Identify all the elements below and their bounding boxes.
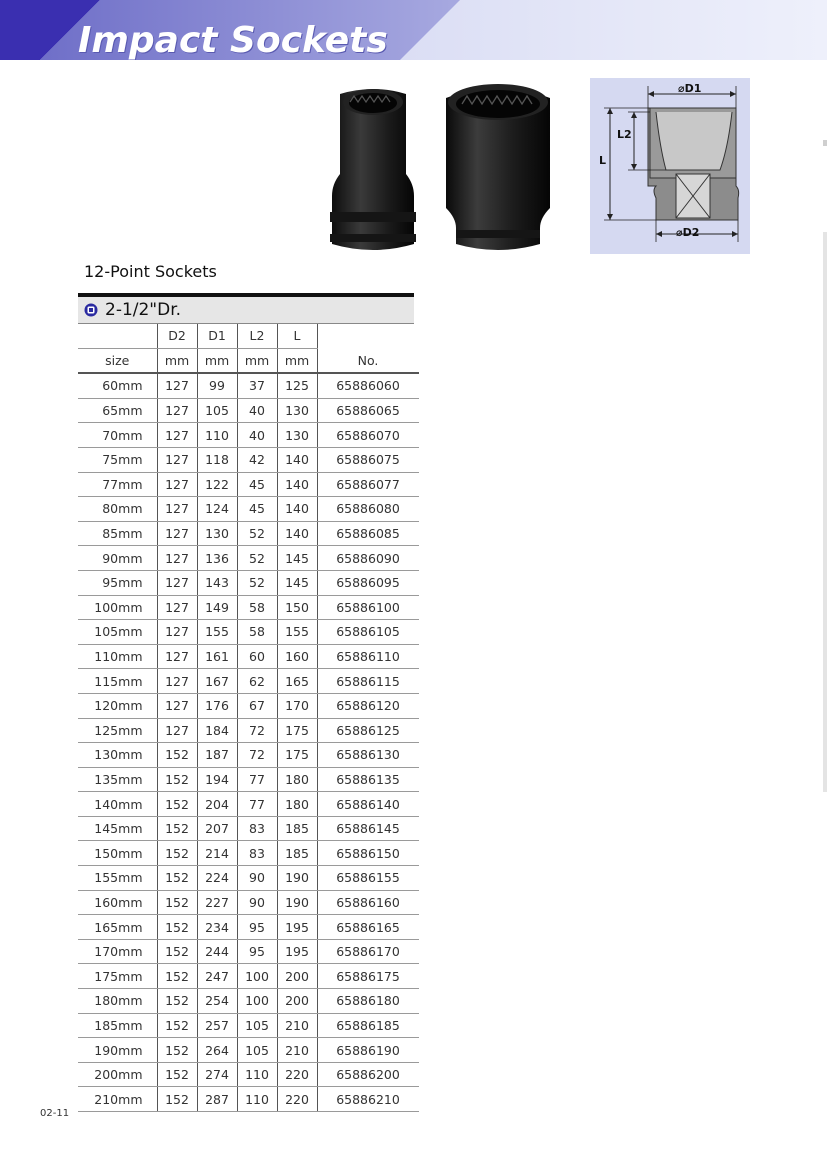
d2-cell: 127 xyxy=(157,644,197,669)
table-row xyxy=(78,497,419,522)
d1-cell: 244 xyxy=(197,939,237,964)
header-cell-l2: L2 xyxy=(237,324,277,348)
table-row xyxy=(78,373,419,398)
d2-cell: 127 xyxy=(157,546,197,571)
size-cell: 165mm xyxy=(78,915,157,940)
l-cell: 220 xyxy=(277,1087,317,1112)
d1-cell: 143 xyxy=(197,570,237,595)
l-cell: 190 xyxy=(277,890,317,915)
l-cell: 125 xyxy=(277,373,317,398)
part-number-cell: 65886145 xyxy=(317,816,419,841)
size-cell: 90mm xyxy=(78,546,157,571)
table-row xyxy=(78,423,419,448)
d2-cell: 127 xyxy=(157,669,197,694)
l-cell: 170 xyxy=(277,693,317,718)
size-cell: 190mm xyxy=(78,1038,157,1063)
d1-cell: 155 xyxy=(197,620,237,645)
d1-cell: 118 xyxy=(197,447,237,472)
part-number-cell: 65886170 xyxy=(317,939,419,964)
part-number-cell: 65886120 xyxy=(317,693,419,718)
square-drive-icon xyxy=(84,303,98,317)
table-row xyxy=(78,915,419,940)
part-number-cell: 65886075 xyxy=(317,447,419,472)
d1-cell: 207 xyxy=(197,816,237,841)
table-row xyxy=(78,890,419,915)
d1-cell: 264 xyxy=(197,1038,237,1063)
d2-cell: 152 xyxy=(157,915,197,940)
d1-cell: 110 xyxy=(197,423,237,448)
table-row xyxy=(78,841,419,866)
d1-cell: 247 xyxy=(197,964,237,989)
part-number-cell: 65886135 xyxy=(317,767,419,792)
size-cell: 65mm xyxy=(78,398,157,423)
d1-cell: 176 xyxy=(197,693,237,718)
d2-cell: 127 xyxy=(157,472,197,497)
part-number-cell: 65886100 xyxy=(317,595,419,620)
diagram-label-l: L xyxy=(599,154,607,167)
d2-cell: 152 xyxy=(157,816,197,841)
l2-cell: 40 xyxy=(237,423,277,448)
d1-cell: 234 xyxy=(197,915,237,940)
part-number-cell: 65886150 xyxy=(317,841,419,866)
part-number-cell: 65886185 xyxy=(317,1013,419,1038)
page-number: 02-11 xyxy=(40,1108,70,1119)
d2-cell: 152 xyxy=(157,743,197,768)
header-banner xyxy=(0,0,827,60)
table-row xyxy=(78,964,419,989)
d1-cell: 167 xyxy=(197,669,237,694)
l2-cell: 72 xyxy=(237,718,277,743)
l-cell: 210 xyxy=(277,1038,317,1063)
d1-cell: 122 xyxy=(197,472,237,497)
d2-cell: 127 xyxy=(157,447,197,472)
table-row xyxy=(78,472,419,497)
l-cell: 145 xyxy=(277,570,317,595)
l-cell: 130 xyxy=(277,398,317,423)
table-row xyxy=(78,1013,419,1038)
l2-cell: 77 xyxy=(237,792,277,817)
l-cell: 180 xyxy=(277,792,317,817)
d1-cell: 136 xyxy=(197,546,237,571)
size-cell: 145mm xyxy=(78,816,157,841)
d2-cell: 152 xyxy=(157,1038,197,1063)
l2-cell: 105 xyxy=(237,1038,277,1063)
spec-table xyxy=(78,324,419,1112)
header-cell-l: L xyxy=(277,324,317,348)
header-cell-d1: D1 xyxy=(197,324,237,348)
part-number-cell: 65886080 xyxy=(317,497,419,522)
drive-size-label: 2-1/2"Dr. xyxy=(105,300,182,320)
l2-cell: 52 xyxy=(237,521,277,546)
d1-cell: 149 xyxy=(197,595,237,620)
part-number-cell: 65886065 xyxy=(317,398,419,423)
d1-cell: 257 xyxy=(197,1013,237,1038)
part-number-cell: 65886200 xyxy=(317,1062,419,1087)
table-row xyxy=(78,693,419,718)
part-number-cell: 65886175 xyxy=(317,964,419,989)
size-cell: 155mm xyxy=(78,866,157,891)
l2-cell: 100 xyxy=(237,989,277,1014)
d1-cell: 187 xyxy=(197,743,237,768)
socket-photo-small xyxy=(326,84,420,254)
d2-cell: 152 xyxy=(157,1062,197,1087)
d1-cell: 105 xyxy=(197,398,237,423)
table-row xyxy=(78,767,419,792)
edge-mark xyxy=(823,140,827,146)
l-cell: 165 xyxy=(277,669,317,694)
l-cell: 150 xyxy=(277,595,317,620)
size-cell: 140mm xyxy=(78,792,157,817)
l-cell: 140 xyxy=(277,521,317,546)
d2-cell: 127 xyxy=(157,521,197,546)
l-cell: 195 xyxy=(277,915,317,940)
table-row xyxy=(78,669,419,694)
d2-cell: 127 xyxy=(157,595,197,620)
section-title: 12-Point Sockets xyxy=(84,262,217,281)
l2-cell: 45 xyxy=(237,497,277,522)
l2-cell: 42 xyxy=(237,447,277,472)
diagram-label-d1: ⌀D1 xyxy=(678,82,702,95)
d1-cell: 194 xyxy=(197,767,237,792)
size-cell: 125mm xyxy=(78,718,157,743)
size-cell: 80mm xyxy=(78,497,157,522)
diagram-label-l2: L2 xyxy=(617,128,632,141)
l-cell: 155 xyxy=(277,620,317,645)
l-cell: 140 xyxy=(277,447,317,472)
size-cell: 175mm xyxy=(78,964,157,989)
l2-cell: 95 xyxy=(237,939,277,964)
table-row xyxy=(78,1038,419,1063)
unit-cell: mm xyxy=(197,348,237,373)
part-number-cell: 65886085 xyxy=(317,521,419,546)
size-cell: 200mm xyxy=(78,1062,157,1087)
l2-cell: 60 xyxy=(237,644,277,669)
d2-cell: 152 xyxy=(157,1087,197,1112)
part-number-cell: 65886095 xyxy=(317,570,419,595)
l2-cell: 72 xyxy=(237,743,277,768)
d2-cell: 127 xyxy=(157,570,197,595)
l-cell: 140 xyxy=(277,497,317,522)
l-cell: 180 xyxy=(277,767,317,792)
size-cell: 170mm xyxy=(78,939,157,964)
l-cell: 220 xyxy=(277,1062,317,1087)
d2-cell: 127 xyxy=(157,620,197,645)
d2-cell: 152 xyxy=(157,964,197,989)
unit-cell: mm xyxy=(237,348,277,373)
part-number-cell: 65886060 xyxy=(317,373,419,398)
size-cell: 115mm xyxy=(78,669,157,694)
l-cell: 210 xyxy=(277,1013,317,1038)
l-cell: 140 xyxy=(277,472,317,497)
socket-dimension-diagram xyxy=(590,78,750,254)
table-row xyxy=(78,1062,419,1087)
unit-cell: mm xyxy=(157,348,197,373)
table-row xyxy=(78,816,419,841)
l2-cell: 40 xyxy=(237,398,277,423)
size-cell: 160mm xyxy=(78,890,157,915)
l-cell: 175 xyxy=(277,718,317,743)
size-cell: 180mm xyxy=(78,989,157,1014)
l2-cell: 45 xyxy=(237,472,277,497)
size-cell: 185mm xyxy=(78,1013,157,1038)
l2-cell: 52 xyxy=(237,570,277,595)
d1-cell: 99 xyxy=(197,373,237,398)
l2-cell: 105 xyxy=(237,1013,277,1038)
d2-cell: 152 xyxy=(157,866,197,891)
size-cell: 120mm xyxy=(78,693,157,718)
l-cell: 200 xyxy=(277,964,317,989)
size-cell: 105mm xyxy=(78,620,157,645)
table-row xyxy=(78,521,419,546)
d2-cell: 127 xyxy=(157,398,197,423)
l-cell: 185 xyxy=(277,816,317,841)
d1-cell: 274 xyxy=(197,1062,237,1087)
table-row xyxy=(78,743,419,768)
header-cell-part-number: No. xyxy=(317,348,419,373)
size-cell: 77mm xyxy=(78,472,157,497)
part-number-cell: 65886125 xyxy=(317,718,419,743)
d1-cell: 130 xyxy=(197,521,237,546)
part-number-cell: 65886070 xyxy=(317,423,419,448)
d2-cell: 152 xyxy=(157,1013,197,1038)
table-row xyxy=(78,546,419,571)
d1-cell: 161 xyxy=(197,644,237,669)
l2-cell: 52 xyxy=(237,546,277,571)
table-row xyxy=(78,398,419,423)
d2-cell: 127 xyxy=(157,423,197,448)
l2-cell: 90 xyxy=(237,866,277,891)
unit-cell: mm xyxy=(277,348,317,373)
table-row xyxy=(78,620,419,645)
l-cell: 185 xyxy=(277,841,317,866)
l-cell: 195 xyxy=(277,939,317,964)
l-cell: 160 xyxy=(277,644,317,669)
d2-cell: 127 xyxy=(157,373,197,398)
l-cell: 145 xyxy=(277,546,317,571)
table-row xyxy=(78,939,419,964)
d1-cell: 204 xyxy=(197,792,237,817)
size-cell: 110mm xyxy=(78,644,157,669)
size-cell: 95mm xyxy=(78,570,157,595)
d1-cell: 124 xyxy=(197,497,237,522)
d1-cell: 184 xyxy=(197,718,237,743)
page-title: Impact Sockets xyxy=(78,20,388,60)
part-number-cell: 65886160 xyxy=(317,890,419,915)
size-cell: 100mm xyxy=(78,595,157,620)
part-number-cell: 65886190 xyxy=(317,1038,419,1063)
part-number-cell: 65886210 xyxy=(317,1087,419,1112)
table-units-row xyxy=(78,348,419,373)
l2-cell: 67 xyxy=(237,693,277,718)
part-number-cell: 65886077 xyxy=(317,472,419,497)
d1-cell: 214 xyxy=(197,841,237,866)
spec-table-container xyxy=(78,293,414,1112)
table-row xyxy=(78,718,419,743)
l2-cell: 110 xyxy=(237,1062,277,1087)
d1-cell: 254 xyxy=(197,989,237,1014)
l2-cell: 58 xyxy=(237,595,277,620)
table-row xyxy=(78,595,419,620)
size-cell: 70mm xyxy=(78,423,157,448)
d2-cell: 127 xyxy=(157,497,197,522)
d2-cell: 152 xyxy=(157,890,197,915)
header-cell xyxy=(317,324,419,348)
part-number-cell: 65886165 xyxy=(317,915,419,940)
header-cell-size: size xyxy=(78,348,157,373)
l2-cell: 62 xyxy=(237,669,277,694)
part-number-cell: 65886115 xyxy=(317,669,419,694)
part-number-cell: 65886105 xyxy=(317,620,419,645)
table-header-row xyxy=(78,324,419,348)
d2-cell: 152 xyxy=(157,767,197,792)
l2-cell: 100 xyxy=(237,964,277,989)
d2-cell: 152 xyxy=(157,792,197,817)
size-cell: 135mm xyxy=(78,767,157,792)
table-row xyxy=(78,866,419,891)
d2-cell: 152 xyxy=(157,989,197,1014)
part-number-cell: 65886155 xyxy=(317,866,419,891)
size-cell: 75mm xyxy=(78,447,157,472)
l2-cell: 83 xyxy=(237,816,277,841)
l-cell: 200 xyxy=(277,989,317,1014)
edge-mark xyxy=(823,232,827,792)
l2-cell: 37 xyxy=(237,373,277,398)
size-cell: 150mm xyxy=(78,841,157,866)
drive-size-header xyxy=(78,297,414,324)
table-row xyxy=(78,447,419,472)
table-row xyxy=(78,644,419,669)
d2-cell: 152 xyxy=(157,939,197,964)
socket-photo-large xyxy=(440,78,556,254)
l2-cell: 110 xyxy=(237,1087,277,1112)
table-row xyxy=(78,792,419,817)
table-row xyxy=(78,570,419,595)
header-cell xyxy=(78,324,157,348)
l2-cell: 77 xyxy=(237,767,277,792)
part-number-cell: 65886130 xyxy=(317,743,419,768)
part-number-cell: 65886180 xyxy=(317,989,419,1014)
l2-cell: 83 xyxy=(237,841,277,866)
size-cell: 210mm xyxy=(78,1087,157,1112)
d1-cell: 287 xyxy=(197,1087,237,1112)
part-number-cell: 65886140 xyxy=(317,792,419,817)
l2-cell: 90 xyxy=(237,890,277,915)
l-cell: 190 xyxy=(277,866,317,891)
size-cell: 85mm xyxy=(78,521,157,546)
d1-cell: 227 xyxy=(197,890,237,915)
header-cell-d2: D2 xyxy=(157,324,197,348)
l2-cell: 95 xyxy=(237,915,277,940)
part-number-cell: 65886110 xyxy=(317,644,419,669)
table-row xyxy=(78,1087,419,1112)
size-cell: 60mm xyxy=(78,373,157,398)
d2-cell: 127 xyxy=(157,718,197,743)
d1-cell: 224 xyxy=(197,866,237,891)
size-cell: 130mm xyxy=(78,743,157,768)
part-number-cell: 65886090 xyxy=(317,546,419,571)
diagram-label-d2: ⌀D2 xyxy=(676,226,700,239)
l-cell: 130 xyxy=(277,423,317,448)
d2-cell: 127 xyxy=(157,693,197,718)
l2-cell: 58 xyxy=(237,620,277,645)
d2-cell: 152 xyxy=(157,841,197,866)
l-cell: 175 xyxy=(277,743,317,768)
table-row xyxy=(78,989,419,1014)
